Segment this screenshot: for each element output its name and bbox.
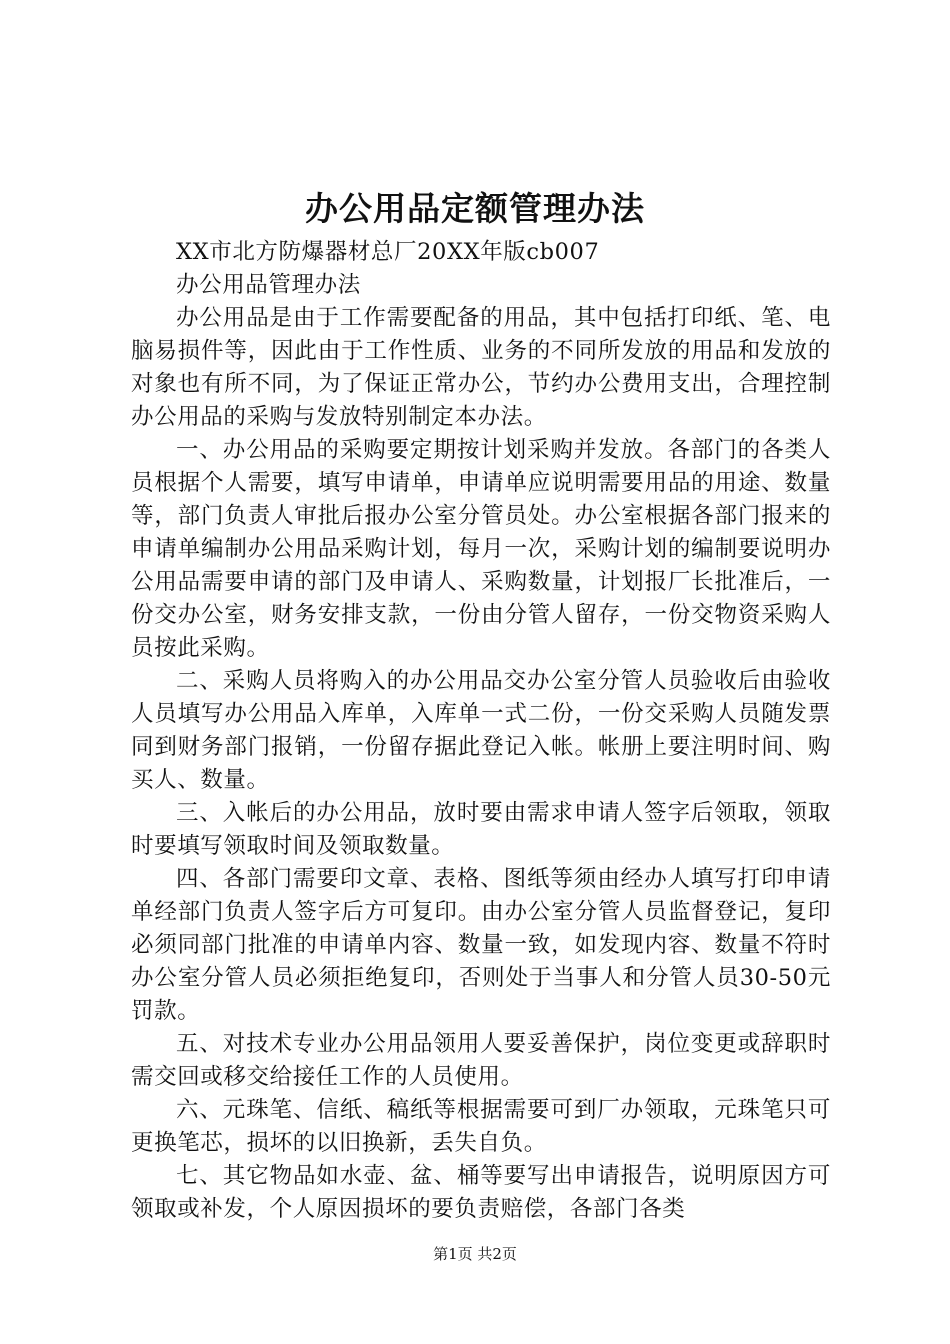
paragraph-item-7: 七、其它物品如水壶、盆、桶等要写出申请报告，说明原因方可领取或补发，个人原因损坏的要负责赔偿，各部门各类	[131, 1163, 831, 1222]
paragraph-item-3: 三、入帐后的办公用品，放时要由需求申请人签字后领取，领取时要填写领取时间及领取数量。	[131, 800, 831, 859]
paragraph-item-6: 六、元珠笔、信纸、稿纸等根据需要可到厂办领取，元珠笔只可更换笔芯，损坏的以旧换新，丢失自负。	[131, 1097, 831, 1156]
paragraph-item-2: 二、采购人员将购入的办公用品交办公室分管人员验收后由验收人员填写办公用品入库单，入库单一式二份，一份交采购人员随发票同到财务部门报销，一份留存据此登记入帐。帐册上要注明时间、购买人、数量。	[131, 668, 831, 793]
page-number: 第1页 共2页	[433, 1245, 517, 1263]
page-footer	[0, 1244, 950, 1264]
document-title: 办公用品定额管理办法	[305, 189, 645, 228]
paragraph-item-4: 四、各部门需要印文章、表格、图纸等须由经办人填写打印申请单经部门负责人签字后方可复印。由办公室分管人员监督登记，复印必须同部门批准的申请单内容、数量一致，如发现内容、数量不符时办公室分管人员必须拒绝复印，否则处于当事人和分管人员30-50元罚款。	[131, 866, 831, 1024]
paragraph-item-1: 一、办公用品的采购要定期按计划采购并发放。各部门的各类人员根据个人需要，填写申请单，申请单应说明需要用品的用途、数量等，部门负责人审批后报办公室分管员处。办公室根据各部门报来的申请单编制办公用品采购计划，每月一次，采购计划的编制要说明办公用品需要申请的部门及申请人、采购数量，计划报厂长批准后，一份交办公室，财务安排支款，一份由分管人留存，一份交物资采购人员按此采购。	[131, 437, 831, 661]
document-heading-line: 办公用品管理办法	[176, 272, 361, 298]
paragraph-intro: 办公用品是由于工作需要配备的用品，其中包括打印纸、笔、电脑易损件等，因此由于工作性质、业务的不同所发放的用品和发放的对象也有所不同，为了保证正常办公，节约办公费用支出，合理控制办公用品的采购与发放特别制定本办法。	[131, 305, 831, 430]
document-body	[131, 236, 831, 1226]
document-subtitle-line: XX市北方防爆器材总厂20XX年版cb007	[176, 239, 600, 265]
paragraph-item-5: 五、对技术专业办公用品领用人要妥善保护，岗位变更或辞职时需交回或移交给接任工作的人员使用。	[131, 1031, 831, 1090]
